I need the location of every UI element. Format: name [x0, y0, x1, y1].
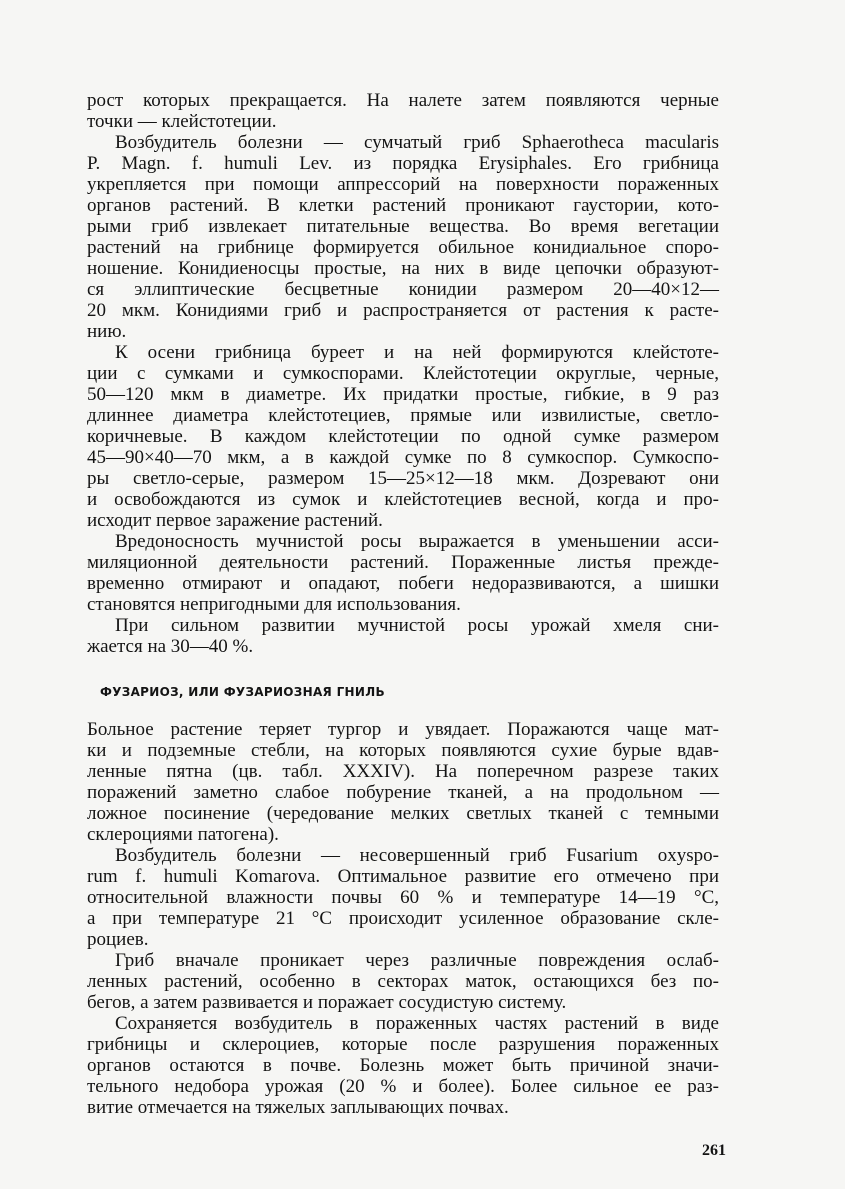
text-line: Гриб вначале проникает через различные повреждения ослаб- [115, 950, 719, 971]
paragraph [87, 90, 719, 132]
text-line: исходит первое заражение растений. [87, 510, 383, 531]
text-line: ции с сумками и сумкоспорами. Клейстотеции округлые, черные, [87, 363, 719, 384]
text-line: укрепляется при помощи аппрессорий на поверхности пораженных [87, 174, 719, 195]
text-line: тельного недобора урожая (20 % и более). Более сильное ее раз- [87, 1076, 719, 1097]
text-line: коричневые. В каждом клейстотеции по одной сумке размером [87, 426, 719, 447]
text-line: ленных растений, особенно в секторах маток, остающихся без по- [87, 971, 719, 992]
paragraph [87, 845, 719, 950]
paragraph [87, 531, 719, 615]
page-body-lower [87, 719, 719, 1118]
text-line: временно отмирают и опадают, побеги недоразвиваются, а шишки [87, 573, 719, 594]
section-fusarium [87, 719, 719, 1118]
text-line: При сильном развитии мучнистой росы урожай хмеля сни- [115, 615, 719, 636]
text-line: становятся непригодными для использования. [87, 594, 461, 615]
text-line: роциев. [87, 929, 149, 950]
paragraph [87, 719, 719, 845]
page-number: 261 [702, 1142, 726, 1159]
text-line: органов остаются в почве. Болезнь может быть причиной значи- [87, 1055, 719, 1076]
text-line: миляционной деятельности растений. Пораженные листья преждe- [87, 552, 719, 573]
paragraph [87, 615, 719, 657]
text-line: а при температуре 21 °С происходит усиленное образование скле- [87, 908, 719, 929]
text-line: нию. [87, 321, 127, 342]
text-line: рыми гриб извлекает питательные вещества. Во время вегетации [87, 216, 719, 237]
text-line: грибницы и склероциев, которые после разрушения пораженных [87, 1034, 719, 1055]
text-line: бегов, а затем развивается и поражает сосудистую систему. [87, 992, 567, 1013]
text-line: ры светло-серые, размером 15—25×12—18 мкм. Дозревают они [87, 468, 719, 489]
paragraph [87, 950, 719, 1013]
text-line: точки — клейстотеции. [87, 111, 277, 132]
text-line: Вредоносность мучнистой росы выражается в уменьшении асси- [115, 531, 719, 552]
text-line: рост которых прекращается. На налете затем появляются черные [87, 90, 719, 111]
page-body [87, 90, 719, 657]
text-line: витие отмечается на тяжелых заплывающих почвах. [87, 1097, 509, 1118]
paragraph [87, 342, 719, 531]
text-line: растений на грибнице формируется обильное конидиальное споро- [87, 237, 719, 258]
text-line: ки и подземные стебли, на которых появляются сухие бурые вдав- [87, 740, 719, 761]
text-line: длиннее диаметра клейстотециев, прямые или извилистые, светло- [87, 405, 719, 426]
text-line: ношение. Конидиеносцы простые, на них в виде цепочки образуют- [87, 258, 719, 279]
section-powdery-mildew [87, 90, 719, 657]
text-line: Больное растение теряет тургор и увядает. Поражаются чаще мат- [87, 719, 719, 740]
text-line: ложное посинение (чередование мелких светлых тканей с темными [87, 803, 719, 824]
text-line: ся эллиптические бесцветные конидии размером 20—40×12— [87, 279, 719, 300]
text-line: Возбудитель болезни — несовершенный гриб Fusarium oxyspo- [115, 845, 719, 866]
text-line: органов растений. В клетки растений проникают гаустории, кото- [87, 195, 719, 216]
text-line: 50—120 мкм в диаметре. Их придатки простые, гибкие, в 9 раз [87, 384, 719, 405]
text-line: и освобождаются из сумок и клейстотециев весной, когда и про- [87, 489, 719, 510]
text-line: жается на 30—40 %. [87, 636, 254, 657]
text-line: склероциями патогена). [87, 824, 279, 845]
text-line: поражений заметно слабое побурение тканей, а на продольном — [87, 782, 719, 803]
paragraph [87, 132, 719, 342]
text-line: К осени грибница буреет и на ней формируются клейстоте- [115, 342, 719, 363]
text-line: Сохраняется возбудитель в пораженных частях растений в виде [115, 1013, 719, 1034]
text-line: Возбудитель болезни — сумчатый гриб Sphaerotheca macularis [115, 132, 719, 153]
section-heading: ФУЗАРИОЗ, ИЛИ ФУЗАРИОЗНАЯ ГНИЛЬ [100, 685, 385, 699]
text-line: P. Magn. f. humuli Lev. из порядка Erysiphales. Его грибница [87, 153, 719, 174]
text-line: 20 мкм. Конидиями гриб и распространяется от растения к расте- [87, 300, 719, 321]
text-line: rum f. humuli Komarova. Оптимальное развитие его отмечено при [87, 866, 719, 887]
text-line: ленные пятна (цв. табл. XXXIV). На поперечном разрезе таких [87, 761, 719, 782]
text-line: 45—90×40—70 мкм, а в каждой сумке по 8 сумкоспор. Сумкоспо- [87, 447, 719, 468]
paragraph [87, 1013, 719, 1118]
text-line: относительной влажности почвы 60 % и температуре 14—19 °С, [87, 887, 719, 908]
